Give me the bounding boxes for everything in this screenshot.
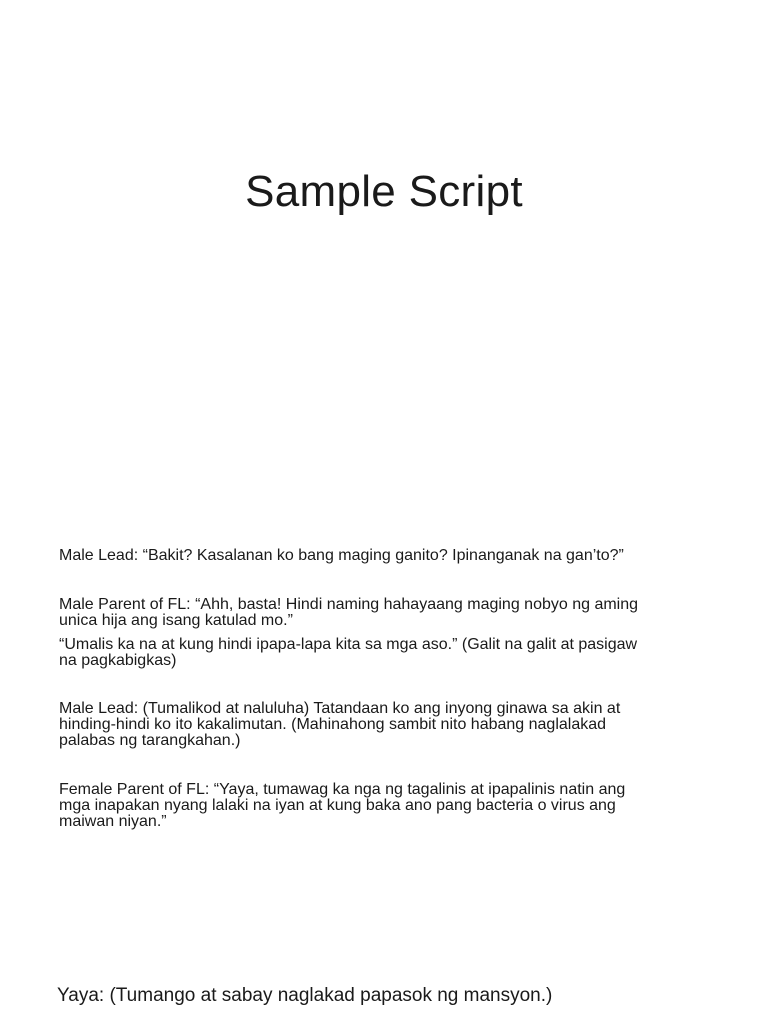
script-line-female-parent	[59, 782, 699, 830]
script-line-male-lead-2	[59, 701, 699, 749]
dialogue-line: maiwan niyan.”	[59, 813, 167, 830]
slide-title: Sample Script	[245, 167, 523, 216]
dialogue-line: “Umalis ka na at kung hindi ipapa-lapa kita sa mga aso.” (Galit na galit at pasigaw	[59, 636, 638, 653]
dialogue-line: mga inapakan nyang lalaki na iyan at kung baka ano pang bacteria o virus ang	[59, 797, 616, 814]
dialogue-line: na pagkabigkas)	[59, 652, 177, 669]
dialogue-line: Male Lead: “Bakit? Kasalanan ko bang maging ganito? Ipinanganak na gan’to?”	[59, 547, 624, 564]
dialogue-line: hinding-hindi ko ito kakalimutan. (Mahinahong sambit nito habang naglalakad	[59, 716, 607, 733]
dialogue-line: unica hija ang isang katulad mo.”	[59, 612, 293, 629]
dialogue-line: Male Parent of FL: “Ahh, basta! Hindi naming hahayaang maging nobyo ng aming	[59, 596, 639, 613]
script-line-male-parent	[59, 597, 699, 629]
dialogue-line: palabas ng tarangkahan.)	[59, 732, 241, 749]
dialogue-line: Female Parent of FL: “Yaya, tumawag ka nga ng tagalinis at ipapalinis natin ang	[59, 781, 626, 798]
script-line-yaya: Yaya: (Tumango at sabay naglakad papasok ng mansyon.)	[57, 985, 553, 1006]
script-line-male-parent-continued	[59, 637, 699, 669]
dialogue-line: Male Lead: (Tumalikod at naluluha) Tatandaan ko ang inyong ginawa sa akin at	[59, 700, 621, 717]
script-line-male-lead-1	[59, 548, 699, 564]
